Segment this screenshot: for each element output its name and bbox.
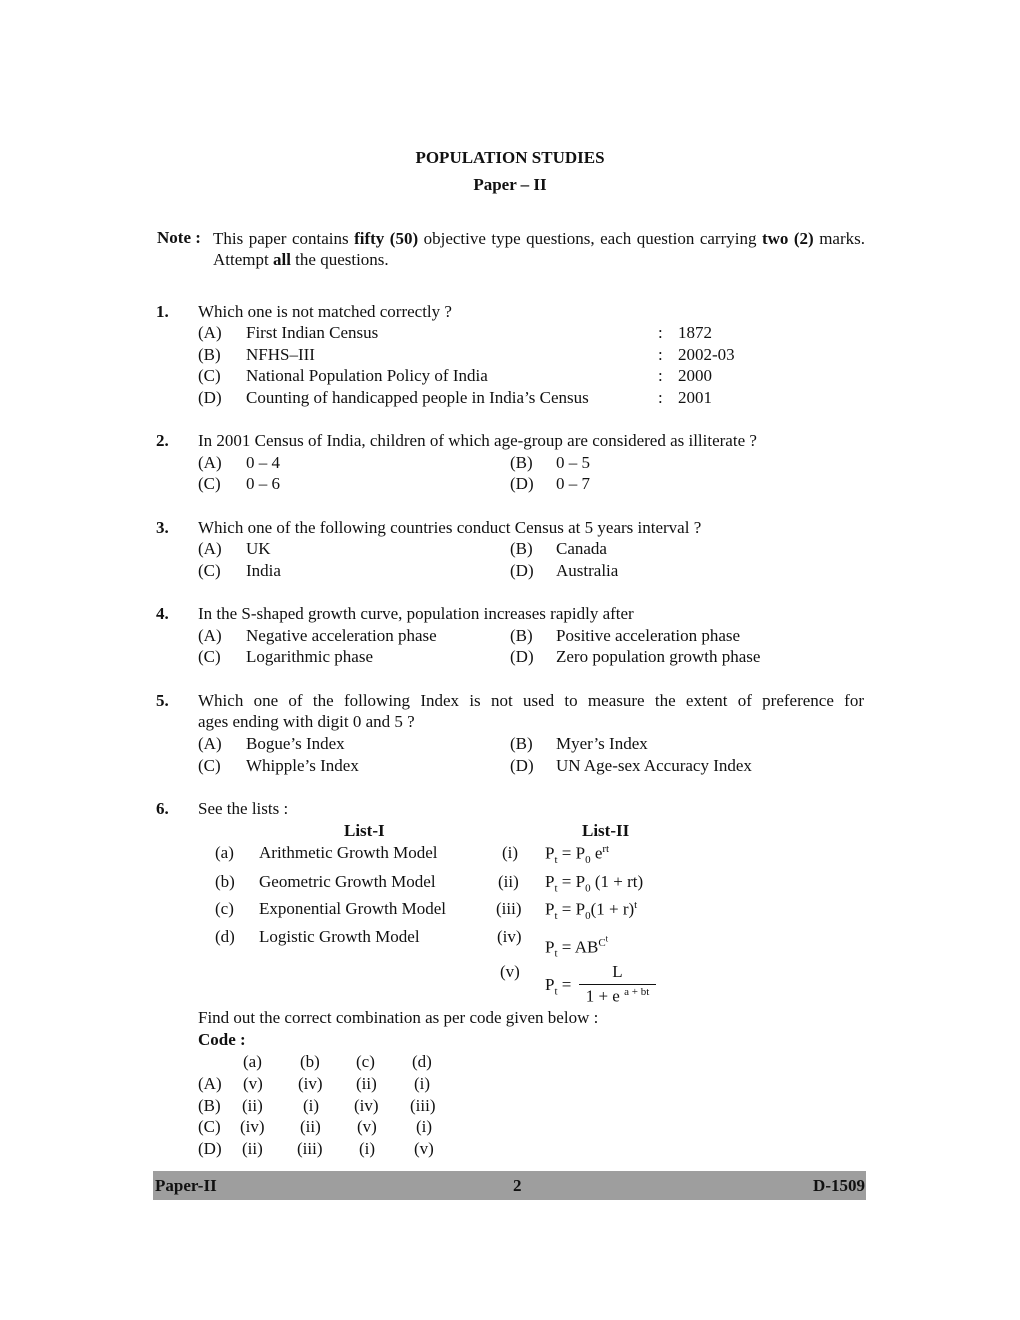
list1-label: (c): [215, 899, 234, 918]
option-text: Logarithmic phase: [246, 647, 373, 666]
option-label: (C): [198, 647, 221, 666]
page-footer: [153, 1171, 866, 1200]
option-label: (C): [198, 561, 221, 580]
code-cell: (ii): [300, 1117, 321, 1136]
option-label: (D): [510, 561, 534, 580]
formula-geometric: $P_t = P_0$ (1 + rt): [545, 872, 644, 895]
option-label: (B): [510, 453, 533, 472]
formula-exponential: $P_t = P_0(1 + r)^t$: [545, 899, 638, 923]
option-label: (A): [198, 453, 222, 472]
code-header: (b): [300, 1052, 320, 1071]
option-separator: :: [658, 366, 663, 385]
question-number: 6.: [156, 799, 169, 818]
code-row-label: (B): [198, 1096, 221, 1115]
option-value: 2001: [678, 388, 712, 407]
list2-heading: List-II: [582, 821, 630, 840]
list1-heading: List-I: [344, 821, 385, 840]
code-header: (a): [243, 1052, 262, 1071]
note-label: Note :: [157, 228, 201, 247]
option-label: (B): [510, 734, 533, 753]
formula-v-fraction: [579, 962, 656, 1006]
option-text: Canada: [556, 539, 607, 558]
option-label: (B): [510, 539, 533, 558]
question-number: 4.: [156, 604, 169, 623]
option-text: 0 – 6: [246, 474, 280, 493]
option-label: (D): [510, 756, 534, 775]
option-text: UK: [246, 539, 271, 558]
option-text: NFHS–III: [246, 345, 315, 364]
question-text: Which one of the following Index is not used to measure the extent of preference for: [198, 691, 864, 710]
code-header: (d): [412, 1052, 432, 1071]
list2-label: (iv): [497, 927, 522, 946]
code-cell: (v): [357, 1117, 377, 1136]
option-text: National Population Policy of India: [246, 366, 488, 385]
option-value: 2002-03: [678, 345, 735, 364]
option-separator: :: [658, 388, 663, 407]
option-label: (B): [198, 345, 221, 364]
option-label: (B): [510, 626, 533, 645]
option-separator: :: [658, 345, 663, 364]
option-label: (A): [198, 734, 222, 753]
option-label: (D): [510, 647, 534, 666]
formula-v-lhs: $P_t$ =: [545, 975, 572, 998]
question-text: Which one of the following countries conduct Census at 5 years interval ?: [198, 518, 702, 537]
code-cell: (ii): [242, 1096, 263, 1115]
question-text: See the lists :: [198, 799, 289, 818]
code-row-label: (A): [198, 1074, 222, 1093]
option-value: 2000: [678, 366, 712, 385]
note-text: This paper contains fifty (50) objective type questions, each question carrying two (2) marks. Attempt all the questions.: [213, 229, 865, 269]
question-number: 3.: [156, 518, 169, 537]
list1-item: Arithmetic Growth Model: [259, 843, 438, 862]
option-label: (C): [198, 366, 221, 385]
option-text: Positive acceleration phase: [556, 626, 741, 645]
option-label: (C): [198, 474, 221, 493]
code-cell: (ii): [356, 1074, 377, 1093]
code-cell: (v): [243, 1074, 263, 1093]
list1-label: (b): [215, 872, 235, 891]
question-text: Which one is not matched correctly ?: [198, 302, 452, 321]
code-cell: (i): [414, 1074, 431, 1093]
question-number: 2.: [156, 431, 169, 450]
question-number: 5.: [156, 691, 169, 710]
option-label: (C): [198, 756, 221, 775]
code-cell: (iii): [410, 1096, 436, 1115]
list2-label: (ii): [498, 872, 519, 891]
formula-arithmetic: $P_t = P_0$ $e^{rt}$: [545, 843, 610, 867]
code-cell: (v): [414, 1139, 434, 1158]
option-text: 0 – 7: [556, 474, 590, 493]
instruction-text: Find out the correct combination as per code given below :: [198, 1008, 599, 1027]
option-text: Whipple’s Index: [246, 756, 359, 775]
list1-label: (a): [215, 843, 234, 862]
fraction-numerator: L: [612, 962, 623, 981]
code-cell: (iv): [298, 1074, 323, 1093]
option-label: (D): [510, 474, 534, 493]
code-row-label: (D): [198, 1139, 222, 1158]
footer-paper: Paper-II: [155, 1176, 217, 1195]
option-label: (A): [198, 539, 222, 558]
fraction-denominator: 1 + e $^{a + bt}$: [585, 986, 650, 1006]
question-text: In the S-shaped growth curve, population increases rapidly after: [198, 604, 634, 623]
option-text: India: [246, 561, 281, 580]
option-label: (A): [198, 323, 222, 342]
option-text: UN Age-sex Accuracy Index: [556, 756, 752, 775]
code-cell: (ii): [242, 1139, 263, 1158]
option-label: (D): [198, 388, 222, 407]
list2-label: (i): [502, 843, 519, 862]
list1-item: Exponential Growth Model: [259, 899, 446, 918]
code-header: (c): [356, 1052, 375, 1071]
option-text: 0 – 4: [246, 453, 280, 472]
code-cell: (iv): [240, 1117, 265, 1136]
formula-logistic: $P_t = AB^{C^t}$: [545, 933, 609, 960]
option-text: 0 – 5: [556, 453, 590, 472]
list1-item: Logistic Growth Model: [259, 927, 420, 946]
page-title: POPULATION STUDIES: [415, 148, 605, 167]
question-text-continued: ages ending with digit 0 and 5 ?: [198, 712, 415, 731]
option-text: Counting of handicapped people in India’s Census: [246, 388, 589, 407]
option-text: Zero population growth phase: [556, 647, 761, 666]
code-cell: (iii): [297, 1139, 323, 1158]
code-cell: (iv): [354, 1096, 379, 1115]
code-cell: (i): [359, 1139, 376, 1158]
option-text: Negative acceleration phase: [246, 626, 437, 645]
code-row-label: (C): [198, 1117, 221, 1136]
list2-label: (iii): [496, 899, 522, 918]
page-subtitle: Paper – II: [473, 175, 547, 194]
option-separator: :: [658, 323, 663, 342]
option-text: Bogue’s Index: [246, 734, 345, 753]
option-text: Australia: [556, 561, 619, 580]
question-text: In 2001 Census of India, children of which age-group are considered as illiterate ?: [198, 431, 757, 450]
option-text: Myer’s Index: [556, 734, 648, 753]
option-text: First Indian Census: [246, 323, 379, 342]
code-cell: (i): [416, 1117, 433, 1136]
page-number: 2: [513, 1176, 522, 1195]
fraction-bar: [579, 984, 656, 985]
code-cell: (i): [303, 1096, 320, 1115]
option-label: (A): [198, 626, 222, 645]
option-value: 1872: [678, 323, 712, 342]
footer-code: D-1509: [813, 1176, 865, 1195]
code-label: Code :: [198, 1030, 246, 1049]
question-number: 1.: [156, 302, 169, 321]
list2-label: (v): [500, 962, 520, 981]
list1-label: (d): [215, 927, 235, 946]
list1-item: Geometric Growth Model: [259, 872, 436, 891]
